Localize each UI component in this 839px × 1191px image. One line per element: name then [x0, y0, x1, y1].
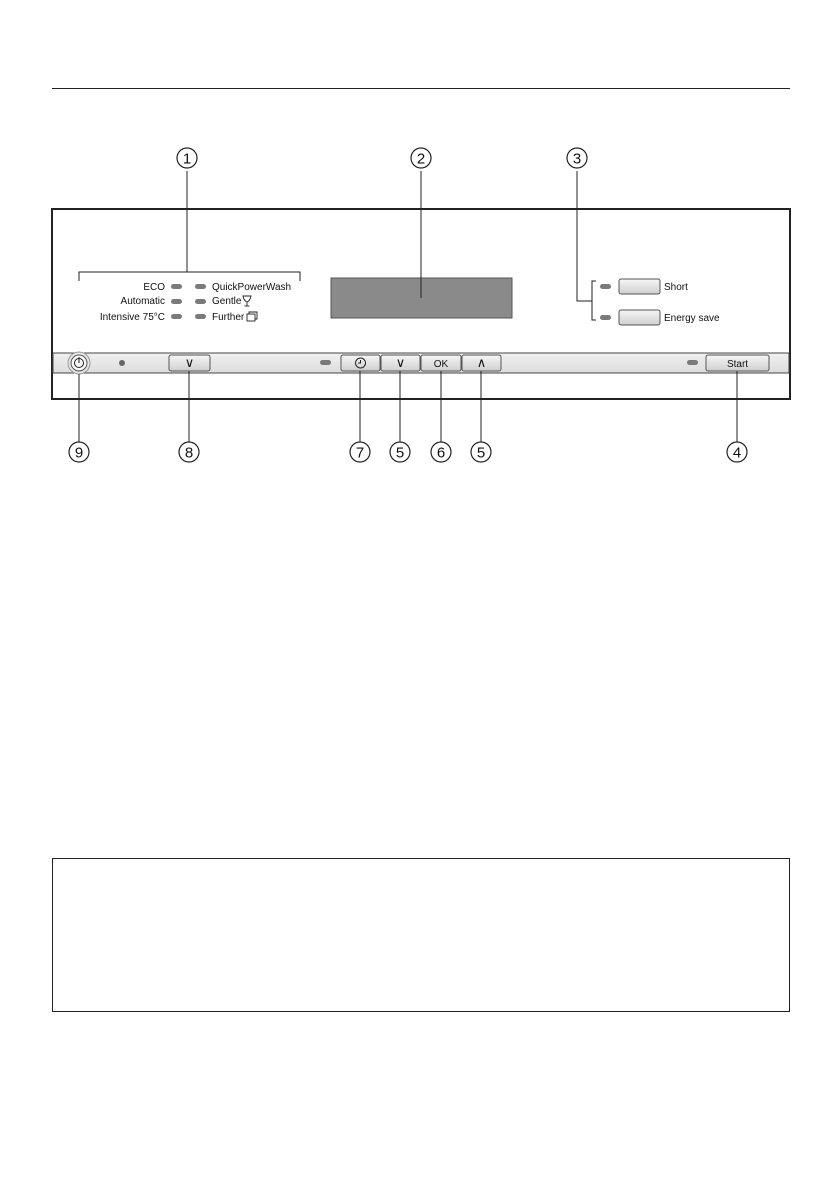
svg-text:4: 4 — [732, 444, 742, 462]
program-quickpowerwash-label: QuickPowerWash — [212, 282, 292, 293]
program-intensive-led — [171, 314, 182, 319]
svg-text:7: 7 — [355, 444, 365, 462]
down-symbol: ∨ — [395, 355, 406, 370]
program-gentle-label: Gentle — [212, 296, 242, 307]
up-symbol: ∧ — [476, 355, 487, 370]
program-further-label: Further — [212, 312, 245, 323]
ok-label: OK — [433, 359, 449, 370]
power-indicator-led — [119, 360, 125, 366]
callout-5b — [471, 442, 491, 462]
svg-text:5: 5 — [476, 444, 486, 462]
callout-6 — [431, 442, 451, 462]
svg-text:1: 1 — [182, 150, 192, 168]
svg-text:6: 6 — [436, 444, 446, 462]
callout-5a — [390, 442, 410, 462]
callout-3 — [567, 148, 587, 168]
program-eco-led — [171, 284, 182, 289]
callout-8 — [179, 442, 199, 462]
program-automatic-label: Automatic — [120, 296, 165, 307]
callout-9 — [69, 442, 89, 462]
callout-7 — [350, 442, 370, 462]
power-button[interactable] — [68, 352, 90, 374]
note-box — [52, 858, 790, 1012]
start-led — [687, 360, 698, 365]
program-intensive-label: Intensive 75°C — [99, 312, 165, 323]
program-further-led — [195, 314, 206, 319]
short-label: Short — [664, 282, 688, 293]
callout-1 — [177, 148, 197, 168]
callout-4 — [727, 442, 747, 462]
program-automatic-led — [171, 299, 182, 304]
short-button[interactable] — [619, 279, 660, 294]
program-select-symbol: ∨ — [184, 355, 195, 370]
svg-text:9: 9 — [74, 444, 84, 462]
energy-save-led — [600, 315, 611, 320]
svg-text:5: 5 — [395, 444, 405, 462]
program-gentle-led — [195, 299, 206, 304]
start-label: Start — [726, 359, 749, 370]
energy-save-label: Energy save — [664, 313, 720, 324]
program-eco-label: ECO — [143, 282, 165, 293]
timer-led — [320, 360, 331, 365]
svg-text:3: 3 — [572, 150, 582, 168]
svg-text:8: 8 — [184, 444, 194, 462]
energy-save-button[interactable] — [619, 310, 660, 325]
short-led — [600, 284, 611, 289]
program-quickpowerwash-led — [195, 284, 206, 289]
callout-2 — [411, 148, 431, 168]
svg-text:2: 2 — [416, 150, 426, 168]
